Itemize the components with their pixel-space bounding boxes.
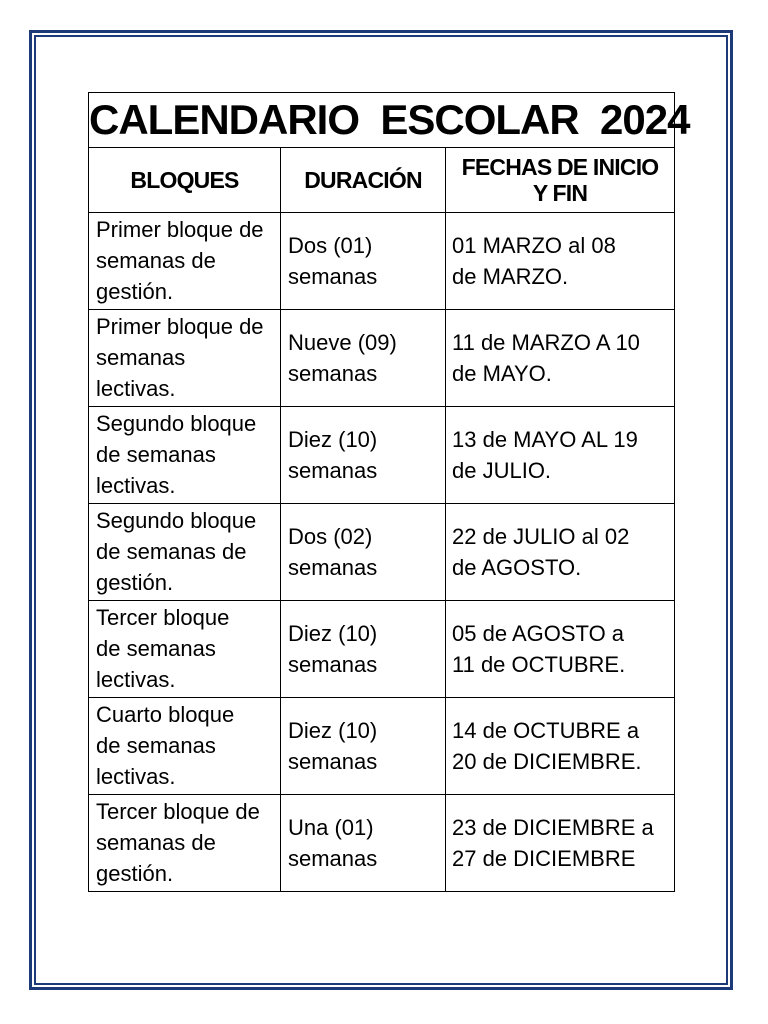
duracion-text: Diez (10) semanas	[288, 621, 378, 677]
duracion-cell	[281, 310, 446, 407]
bloque-cell	[89, 407, 281, 504]
bloque-cell	[89, 601, 281, 698]
duracion-text: Diez (10) semanas	[288, 427, 378, 483]
fechas-cell	[446, 407, 675, 504]
table-row	[89, 213, 675, 310]
fechas-cell	[446, 504, 675, 601]
fechas-cell	[446, 795, 675, 892]
fechas-cell	[446, 601, 675, 698]
bloque-cell	[89, 698, 281, 795]
duracion-text: Diez (10) semanas	[288, 718, 378, 774]
duracion-cell	[281, 601, 446, 698]
bloque-text: Cuarto bloque de semanas lectivas.	[96, 701, 235, 789]
fechas-text: 05 de AGOSTO a 11 de OCTUBRE.	[452, 621, 626, 677]
bloque-text: Primer bloque de semanas de gestión.	[96, 216, 264, 304]
fechas-text: 11 de MARZO A 10 de MAYO.	[452, 330, 640, 386]
duracion-text: Una (01) semanas	[288, 815, 378, 871]
table-row	[89, 601, 675, 698]
table-row	[89, 795, 675, 892]
fechas-text: 13 de MAYO AL 19 de JULIO.	[452, 427, 638, 483]
fechas-text: 22 de JULIO al 02 de AGOSTO.	[452, 524, 630, 580]
duracion-cell	[281, 795, 446, 892]
fechas-cell	[446, 213, 675, 310]
bloque-text: Segundo bloque de semanas de gestión.	[96, 507, 257, 595]
bloque-cell	[89, 310, 281, 407]
calendar-title: CALENDARIO ESCOLAR 2024	[89, 93, 675, 148]
header-bloques-label: BLOQUES	[130, 167, 239, 193]
duracion-cell	[281, 698, 446, 795]
fechas-text: 23 de DICIEMBRE a 27 de DICIEMBRE	[452, 815, 654, 871]
bloque-text: Segundo bloque de semanas lectivas.	[96, 410, 257, 498]
title-row	[89, 93, 675, 148]
table-row	[89, 504, 675, 601]
bloque-text: Primer bloque de semanas lectivas.	[96, 313, 264, 401]
bloque-cell	[89, 795, 281, 892]
calendar-table	[88, 92, 690, 892]
duracion-cell	[281, 504, 446, 601]
bloque-cell	[89, 504, 281, 601]
table-row	[89, 310, 675, 407]
fechas-text: 01 MARZO al 08 de MARZO.	[452, 233, 616, 289]
duracion-cell	[281, 407, 446, 504]
header-bloques	[89, 148, 281, 213]
header-row	[89, 148, 675, 213]
fechas-cell	[446, 310, 675, 407]
bloque-text: Tercer bloque de semanas de gestión.	[96, 798, 260, 886]
header-duracion	[281, 148, 446, 213]
table-body	[89, 213, 675, 892]
header-fechas	[446, 148, 675, 213]
header-fechas-label: FECHAS DE INICIO Y FIN	[461, 154, 659, 206]
header-duracion-label: DURACIÓN	[304, 167, 422, 193]
table-row	[89, 698, 675, 795]
duracion-text: Dos (02) semanas	[288, 524, 378, 580]
table-row	[89, 407, 675, 504]
bloque-text: Tercer bloque de semanas lectivas.	[96, 604, 230, 692]
fechas-text: 14 de OCTUBRE a 20 de DICIEMBRE.	[452, 718, 642, 774]
duracion-text: Nueve (09) semanas	[288, 330, 397, 386]
duracion-cell	[281, 213, 446, 310]
bloque-cell	[89, 213, 281, 310]
duracion-text: Dos (01) semanas	[288, 233, 378, 289]
fechas-cell	[446, 698, 675, 795]
